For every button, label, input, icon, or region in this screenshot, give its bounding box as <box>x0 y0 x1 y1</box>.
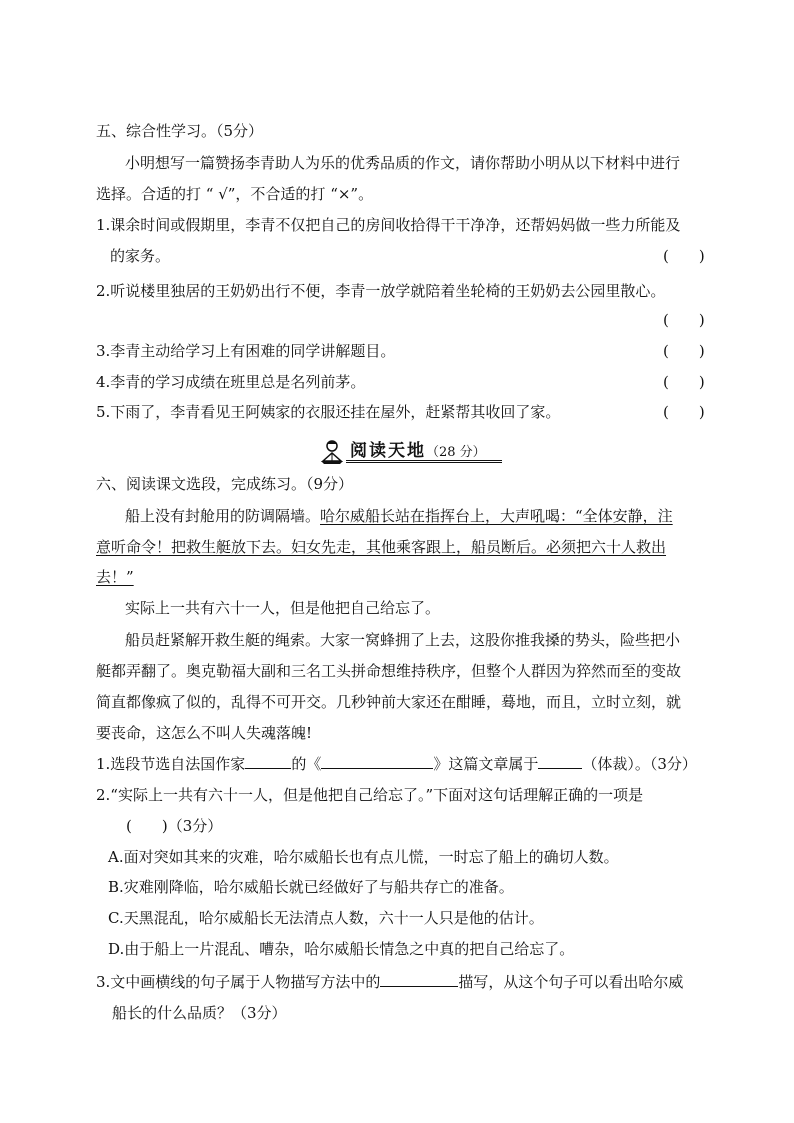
section6-heading: 六、阅读课文选段，完成练习。（9分） <box>96 475 354 493</box>
author-blank[interactable] <box>245 754 291 769</box>
passage-p3-line2: 艇都弄翻了。奥克勒福大副和三名工头拼命想维持秩序，但整个人群因为猝然而至的变故 <box>96 662 682 680</box>
item3-text: 3.李青主动给学习上有困难的同学讲解题目。 <box>96 342 396 360</box>
section5-intro-line1: 小明想写一篇赞扬李青助人为乐的优秀品质的作文，请你帮助小明从以下材料中进行 <box>125 154 681 172</box>
item1-text-line1: 1.课余时间或假期里，李青不仅把自己的房间收拾得干干净净，还帮妈妈做一些力所能及 <box>96 216 681 234</box>
item4-answer-paren[interactable]: ( ) <box>663 373 705 391</box>
passage-p2: 实际上一共有六十一人，但是他把自己给忘了。 <box>125 599 441 617</box>
question3-line2: 船长的什么品质？（3分） <box>112 1004 287 1022</box>
item2-answer-paren[interactable]: ( ) <box>663 311 705 329</box>
question1-part-b: 的《 <box>291 755 322 773</box>
passage-p1-line3: 去！” <box>96 568 134 586</box>
reading-boy-icon <box>318 439 346 465</box>
title-blank[interactable] <box>321 754 433 769</box>
reading-section-banner <box>318 439 502 465</box>
item1-text-line2: 的家务。 <box>110 247 171 265</box>
item5-answer-paren[interactable]: ( ) <box>663 403 705 421</box>
question2-option-d[interactable]: D.由于船上一片混乱、嘈杂，哈尔威船长情急之中真的把自己给忘了。 <box>108 940 575 958</box>
passage-p1-underlined: 哈尔威船长站在指挥台上，大声吼喝：“全体安静，注 <box>320 507 673 525</box>
question3-part-b: 描写，从这个句子可以看出哈尔威 <box>458 973 684 991</box>
section5-heading: 五、综合性学习。（5分） <box>96 122 264 140</box>
passage-p1-line1 <box>125 506 673 526</box>
banner-score: （28 分） <box>426 445 486 460</box>
passage-p1-line2: 意听命令！把救生艇放下去。妇女先走，其他乘客跟上，船员断后。必须把六十人救出 <box>96 538 667 556</box>
section5-intro-line2: 选择。合适的打 “ √”，不合适的打 “×”。 <box>96 185 374 203</box>
question2-line1: 2.“实际上一共有六十一人，但是他把自己给忘了。”下面对这句话理解正确的一项是 <box>96 786 644 804</box>
passage-p3-line4: 要丧命，这怎么不叫人失魂落魄! <box>96 724 313 742</box>
banner-title: 阅读天地 <box>350 441 426 461</box>
item3-answer-paren[interactable]: ( ) <box>663 342 705 360</box>
item2-text: 2.听说楼里独居的王奶奶出行不便，李青一放学就陪着坐轮椅的王奶奶去公园里散心。 <box>96 282 666 300</box>
genre-blank[interactable] <box>538 754 582 769</box>
question1 <box>96 754 697 774</box>
passage-p3-line1: 船员赶紧解开救生艇的绳索。大家一窝蜂拥了上去，这股你推我搡的势头，险些把小 <box>125 631 681 649</box>
question3-part-a: 3.文中画横线的句子属于人物描写方法中的 <box>96 973 381 991</box>
question2-option-a[interactable]: A.面对突如其来的灾难，哈尔威船长也有点儿慌，一时忘了船上的确切人数。 <box>108 848 619 866</box>
passage-p3-line3: 简直都像疯了似的，乱得不可开交。几秒钟前大家还在酣睡，蓦地，而且，立时立刻，就 <box>96 693 682 711</box>
question3-line1 <box>96 972 683 992</box>
question1-part-a: 1.选段节选自法国作家 <box>96 755 246 773</box>
passage-p1-plain: 船上没有封舱用的防调隔墙。 <box>125 507 321 525</box>
banner-underline <box>346 460 502 463</box>
question2-option-c[interactable]: C.天黑混乱，哈尔威船长无法清点人数，六十一人只是他的估计。 <box>108 909 544 927</box>
item4-text: 4.李青的学习成绩在班里总是名列前茅。 <box>96 373 366 391</box>
question2-answer-paren[interactable]: ( )（3分） <box>126 817 223 835</box>
question2-option-b[interactable]: B.灾难刚降临，哈尔威船长就已经做好了与船共存亡的准备。 <box>108 878 514 896</box>
description-method-blank[interactable] <box>380 972 458 987</box>
question1-part-d: （体裁）。（3分） <box>582 755 697 773</box>
item5-text: 5.下雨了，李青看见王阿姨家的衣服还挂在屋外，赶紧帮其收回了家。 <box>96 403 561 421</box>
item1-answer-paren[interactable]: ( ) <box>663 247 705 265</box>
question1-part-c: 》这篇文章属于 <box>433 755 539 773</box>
